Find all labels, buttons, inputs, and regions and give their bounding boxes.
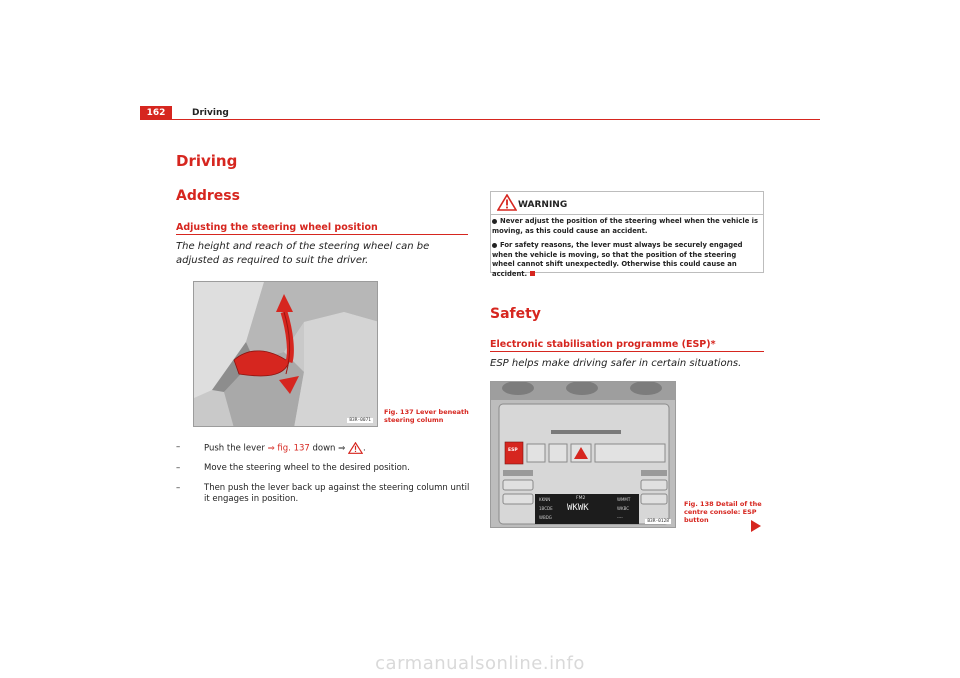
- intro-text-steering: The height and reach of the steering wheel can be adjusted as required to suit the driver.: [176, 241, 430, 266]
- warning-item-1: [492, 217, 760, 236]
- step-text-middle: down ⇒: [309, 443, 348, 454]
- steering-lever-illustration: [194, 282, 378, 427]
- display-right-2: WKBC: [617, 506, 630, 511]
- watermark: carmanualsonline.info: [375, 653, 585, 674]
- next-page-arrow-icon[interactable]: [750, 519, 762, 533]
- header-rule: [140, 119, 820, 120]
- warning-rule: [490, 214, 764, 215]
- display-main-text: WKWK: [567, 503, 589, 513]
- step-text: [176, 442, 472, 455]
- step-dash: –: [176, 483, 181, 493]
- warning-triangle-icon: [497, 194, 517, 211]
- warning-item-2: [492, 241, 760, 279]
- step-text: Then push the lever back up against the steering column until it engages in position.: [204, 483, 470, 504]
- display-top-text: FM2: [576, 496, 586, 501]
- display-left-1: KKNN: [539, 497, 551, 502]
- figure-code: B3R-0128: [647, 519, 669, 524]
- step-dash: –: [176, 463, 181, 473]
- subsection-rule: [176, 234, 468, 235]
- subsection-title-steering: Adjusting the steering wheel position: [176, 222, 378, 233]
- page-number: 162: [140, 106, 172, 120]
- figure-centre-console: [490, 381, 676, 528]
- instruction-step-1: [176, 442, 472, 455]
- instruction-step-3: [176, 483, 472, 505]
- subsection-title-esp: Electronic stabilisation programme (ESP)*: [490, 339, 716, 350]
- display-left-3: WBDG: [539, 515, 552, 520]
- esp-button-label[interactable]: ESP: [508, 448, 518, 453]
- step-text-start: Push the lever: [204, 443, 268, 454]
- subsection-rule: [490, 351, 764, 352]
- step-text-end: .: [362, 443, 366, 454]
- figure-steering-lever: [193, 281, 378, 427]
- warning-item-text: Never adjust the position of the steering wheel when the vehicle is moving, as this could cause an accident.: [492, 217, 759, 235]
- chapter-title: Driving: [176, 152, 238, 170]
- display-right-1: WMMT: [617, 497, 631, 502]
- display-right-3: ----: [617, 515, 623, 520]
- display-left-2: 1BCDE: [539, 506, 553, 511]
- running-head: Driving: [192, 108, 229, 118]
- figure-caption-138: Fig. 138 Detail of the centre console: ESP button: [684, 500, 762, 524]
- section-title-safety: Safety: [490, 306, 541, 322]
- figure-link-137[interactable]: ⇒ fig. 137: [267, 443, 310, 454]
- end-mark-icon: [530, 271, 535, 276]
- figure-code: B3R-0071: [349, 418, 371, 423]
- step-dash: –: [176, 442, 181, 452]
- section-title-address: Address: [176, 188, 240, 204]
- bullet-icon: [492, 243, 497, 248]
- warning-title: WARNING: [518, 200, 568, 210]
- intro-text-esp: ESP helps make driving safer in certain situations.: [490, 358, 742, 369]
- warning-item-text: For safety reasons, the lever must always be securely engaged when the vehicle is moving, so that the position of the steering wheel cannot shift unexpectedly. Otherwise this could cause an accident.: [492, 241, 743, 278]
- figure-caption-137: Fig. 137 Lever beneath steering column: [384, 408, 469, 424]
- bullet-icon: [492, 219, 497, 224]
- warning-triangle-icon[interactable]: [348, 442, 363, 454]
- step-text: Move the steering wheel to the desired position.: [204, 463, 410, 473]
- instruction-step-2: [176, 463, 472, 474]
